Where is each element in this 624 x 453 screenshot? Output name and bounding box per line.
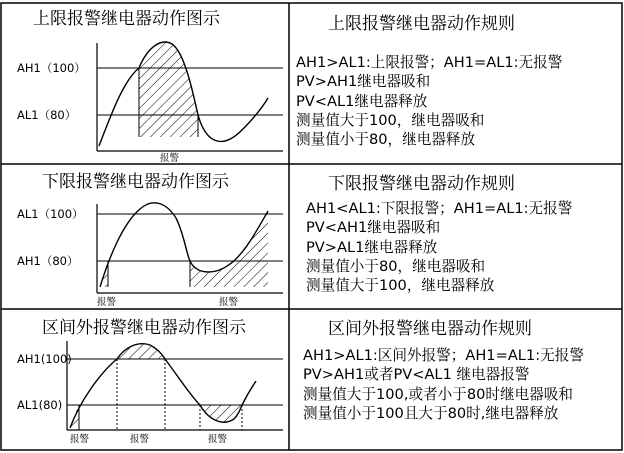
axis-label-al1: AL1（80） <box>17 108 77 122</box>
alarm-label: 报警 <box>208 434 228 445</box>
rules-outside <box>303 346 584 423</box>
alarm-label: 报警 <box>70 434 90 445</box>
rule-line: 测量值小于80，继电器吸和 <box>306 257 486 275</box>
axis-label-ah1: AH1（100） <box>17 61 86 75</box>
rule-line: AH1<AL1:下限报警；AH1=AL1:无报警 <box>306 200 573 217</box>
upper-limit-diagram <box>0 0 290 164</box>
axis-label-al1: AL1（100） <box>17 207 84 221</box>
alarm-label: 报警 <box>130 434 150 445</box>
rule-line: 测量值大于100，继电器吸和 <box>296 111 485 129</box>
diagram-title-outside: 区间外报警继电器动作图示 <box>42 318 246 338</box>
diagram-title-upper: 上限报警继电器动作图示 <box>33 9 220 29</box>
alarm-label: 报警 <box>219 297 239 308</box>
rule-line: 测量值小于80，继电器释放 <box>296 131 476 149</box>
lower-limit-diagram <box>0 164 290 309</box>
axis-label-ah1: AH1(100) <box>17 352 72 366</box>
rule-line: PV>AH1继电器吸和 <box>296 73 431 91</box>
rule-line: 测量值大于100,或者小于80时继电器吸和 <box>303 385 573 403</box>
rule-line: PV>AH1或者PV<AL1 继电器报警 <box>303 366 530 384</box>
alarm-label: 报警 <box>97 297 117 308</box>
outside-range-diagram <box>0 309 290 450</box>
rule-line: AH1>AL1:上限报警；AH1=AL1:无报警 <box>296 54 563 71</box>
rule-line: PV<AL1继电器释放 <box>296 92 428 110</box>
rules-lower <box>306 199 572 295</box>
rule-line: 测量值小于100且大于80时,继电器释放 <box>303 404 559 422</box>
rule-line: AH1>AL1:区间外报警；AH1=AL1:无报警 <box>303 347 584 364</box>
rules-title-lower: 下限报警继电器动作规则 <box>328 174 515 194</box>
axis-label-ah1: AH1（80） <box>17 254 79 268</box>
diagram-title-lower: 下限报警继电器动作图示 <box>42 172 229 192</box>
rules-title-outside: 区间外报警继电器动作规则 <box>328 319 532 339</box>
rule-line: PV>AL1继电器释放 <box>306 238 438 256</box>
rule-line: 测量值大于100，继电器释放 <box>306 277 495 295</box>
rules-title-upper: 上限报警继电器动作规则 <box>328 14 515 34</box>
rule-line: PV<AH1继电器吸和 <box>306 219 441 237</box>
rules-upper <box>296 53 562 149</box>
alarm-label: 报警 <box>160 153 180 164</box>
axis-label-al1: AL1(80) <box>17 398 63 412</box>
